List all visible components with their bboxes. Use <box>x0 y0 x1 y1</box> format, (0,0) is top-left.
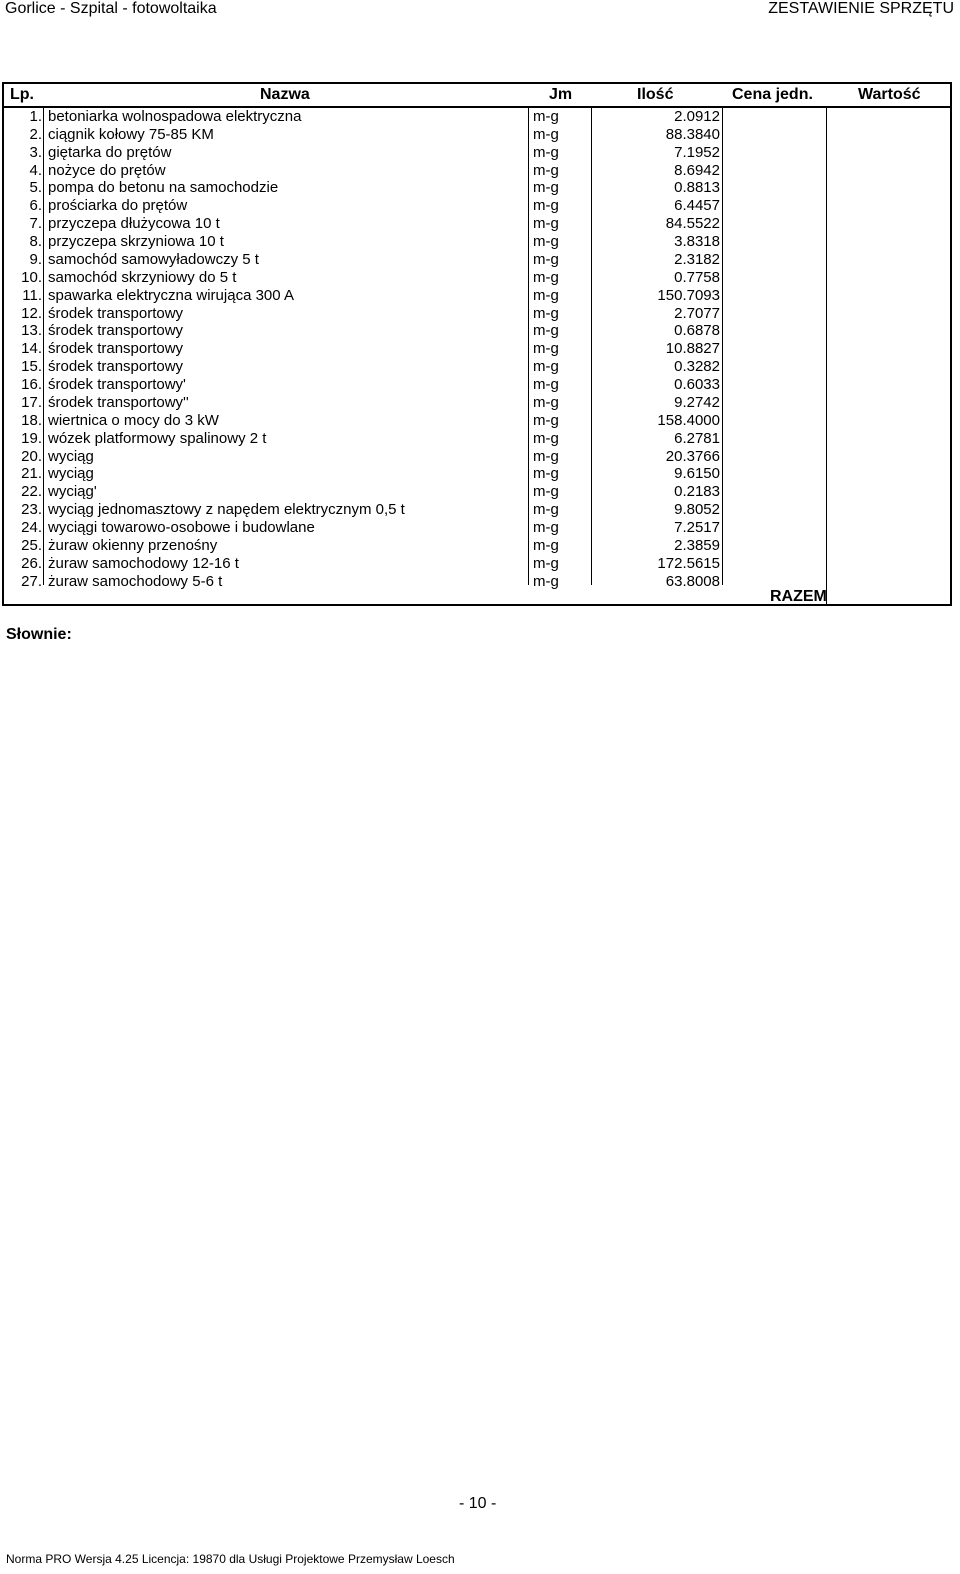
row-quantity: 2.0912 <box>674 108 720 125</box>
row-name: ciągnik kołowy 75-85 KM <box>48 125 214 143</box>
table-row <box>4 394 950 412</box>
row-quantity: 6.2781 <box>674 429 720 447</box>
table-row <box>4 233 950 251</box>
row-unit: m-g <box>533 572 559 590</box>
row-number: 27. <box>21 572 42 590</box>
table-row <box>4 358 950 376</box>
row-number: 21. <box>21 465 42 483</box>
row-unit: m-g <box>533 554 559 572</box>
row-name: wyciąg <box>48 465 94 483</box>
software-footer: Norma PRO Wersja 4.25 Licencja: 19870 dla Usługi Projektowe Przemysław Loesch <box>6 1552 455 1566</box>
table-row <box>4 537 950 555</box>
row-name: środek transportowy <box>48 322 184 340</box>
table-row <box>4 448 950 466</box>
row-quantity: 2.7077 <box>674 304 720 322</box>
row-name: wyciąg' <box>48 483 97 501</box>
row-quantity: 0.6878 <box>674 322 720 340</box>
table-row <box>4 376 950 394</box>
row-name: wózek platformowy spalinowy 2 t <box>48 429 267 447</box>
column-header-wartosc: Wartość <box>858 86 921 103</box>
table-row <box>4 322 950 340</box>
row-quantity: 88.3840 <box>665 125 720 143</box>
row-quantity: 8.6942 <box>674 161 720 179</box>
document-section-title: ZESTAWIENIE SPRZĘTU <box>768 0 954 17</box>
table-row <box>4 501 950 519</box>
equipment-table <box>2 82 952 606</box>
row-name: wyciąg <box>48 447 94 465</box>
document-title: Gorlice - Szpital - fotowoltaika <box>5 0 217 17</box>
row-number: 9. <box>29 250 42 268</box>
table-row <box>4 269 950 287</box>
row-number: 19. <box>21 429 42 447</box>
row-number: 16. <box>21 376 42 394</box>
table-row <box>4 519 950 537</box>
row-name: środek transportowy'' <box>48 393 189 411</box>
table-row <box>4 465 950 483</box>
row-unit: m-g <box>533 143 559 161</box>
table-row <box>4 162 950 180</box>
table-row <box>4 430 950 448</box>
row-unit: m-g <box>533 501 559 519</box>
row-unit: m-g <box>533 519 559 536</box>
row-unit: m-g <box>533 304 559 322</box>
row-name: żuraw samochodowy 12-16 t <box>48 554 239 572</box>
row-name: przyczepa skrzyniowa 10 t <box>48 233 224 251</box>
row-number: 1. <box>29 108 42 125</box>
row-quantity: 2.3859 <box>674 536 720 554</box>
row-number: 4. <box>29 161 42 179</box>
row-unit: m-g <box>533 215 559 233</box>
row-name: samochód samowyładowczy 5 t <box>48 250 259 268</box>
row-number: 22. <box>21 483 42 501</box>
row-unit: m-g <box>533 340 559 358</box>
row-name: wyciągi towarowo-osobowe i budowlane <box>48 519 315 536</box>
row-name: środek transportowy <box>48 358 184 376</box>
table-row <box>4 126 950 144</box>
row-number: 12. <box>21 304 42 322</box>
row-name: prościarka do prętów <box>48 197 188 215</box>
row-name: środek transportowy' <box>48 376 186 394</box>
table-header-row <box>4 84 950 108</box>
row-unit: m-g <box>533 358 559 376</box>
row-quantity: 0.3282 <box>674 358 720 376</box>
row-unit: m-g <box>533 161 559 179</box>
row-number: 17. <box>21 393 42 411</box>
row-name: środek transportowy <box>48 340 184 358</box>
row-quantity: 6.4457 <box>674 197 720 215</box>
row-quantity: 3.8318 <box>674 233 720 251</box>
row-number: 15. <box>21 358 42 376</box>
row-number: 5. <box>29 179 42 197</box>
row-name: wyciąg jednomasztowy z napędem elektrycznym 0,5 t <box>48 501 405 519</box>
row-number: 20. <box>21 447 42 465</box>
row-number: 25. <box>21 536 42 554</box>
table-row <box>4 197 950 215</box>
column-header-cena: Cena jedn. <box>732 86 813 103</box>
row-unit: m-g <box>533 393 559 411</box>
row-quantity: 0.8813 <box>674 179 720 197</box>
row-unit: m-g <box>533 250 559 268</box>
row-unit: m-g <box>533 125 559 143</box>
row-quantity: 10.8827 <box>665 340 720 358</box>
table-row <box>4 412 950 430</box>
row-quantity: 7.2517 <box>674 519 720 536</box>
row-number: 23. <box>21 501 42 519</box>
row-unit: m-g <box>533 465 559 483</box>
row-unit: m-g <box>533 233 559 251</box>
row-quantity: 20.3766 <box>665 447 720 465</box>
table-row <box>4 144 950 162</box>
column-header-nazwa: Nazwa <box>260 86 310 103</box>
row-unit: m-g <box>533 197 559 215</box>
row-unit: m-g <box>533 483 559 501</box>
row-name: wiertnica o mocy do 3 kW <box>48 411 219 429</box>
table-row <box>4 251 950 269</box>
row-name: żuraw samochodowy 5-6 t <box>48 572 223 590</box>
row-name: przyczepa dłużycowa 10 t <box>48 215 220 233</box>
row-unit: m-g <box>533 536 559 554</box>
row-quantity: 9.6150 <box>674 465 720 483</box>
row-name: pompa do betonu na samochodzie <box>48 179 279 197</box>
row-unit: m-g <box>533 108 559 125</box>
row-quantity: 2.3182 <box>674 250 720 268</box>
row-name: giętarka do prętów <box>48 143 172 161</box>
table-row <box>4 340 950 358</box>
row-unit: m-g <box>533 322 559 340</box>
column-header-ilosc: Ilość <box>637 86 674 103</box>
row-unit: m-g <box>533 179 559 197</box>
row-name: nożyce do prętów <box>48 161 166 179</box>
row-name: spawarka elektryczna wirująca 300 A <box>48 286 294 304</box>
row-name: żuraw okienny przenośny <box>48 536 218 554</box>
row-quantity: 9.2742 <box>674 393 720 411</box>
table-row <box>4 555 950 573</box>
row-quantity: 172.5615 <box>657 554 720 572</box>
row-name: betoniarka wolnospadowa elektryczna <box>48 108 302 125</box>
row-unit: m-g <box>533 286 559 304</box>
row-quantity: 84.5522 <box>665 215 720 233</box>
row-unit: m-g <box>533 447 559 465</box>
page-number: - 10 - <box>459 1495 497 1512</box>
row-quantity: 63.8008 <box>665 572 720 590</box>
table-row <box>4 287 950 305</box>
row-number: 18. <box>21 411 42 429</box>
row-quantity: 7.1952 <box>674 143 720 161</box>
row-quantity: 0.6033 <box>674 376 720 394</box>
row-number: 3. <box>29 143 42 161</box>
row-number: 14. <box>21 340 42 358</box>
row-name: samochód skrzyniowy do 5 t <box>48 268 237 286</box>
row-number: 7. <box>29 215 42 233</box>
row-unit: m-g <box>533 411 559 429</box>
row-unit: m-g <box>533 376 559 394</box>
row-number: 10. <box>21 268 42 286</box>
row-number: 2. <box>29 125 42 143</box>
row-number: 13. <box>21 322 42 340</box>
row-quantity: 0.7758 <box>674 268 720 286</box>
column-header-jm: Jm <box>549 86 573 103</box>
in-words-label: Słownie: <box>6 626 72 643</box>
row-unit: m-g <box>533 268 559 286</box>
row-name: środek transportowy <box>48 304 184 322</box>
row-quantity: 150.7093 <box>657 286 720 304</box>
row-quantity: 0.2183 <box>674 483 720 501</box>
table-row <box>4 179 950 197</box>
total-label: RAZEM <box>770 588 827 605</box>
row-quantity: 9.8052 <box>674 501 720 519</box>
row-number: 8. <box>29 233 42 251</box>
column-header-lp: Lp. <box>10 86 34 103</box>
row-number: 11. <box>22 286 42 304</box>
row-quantity: 158.4000 <box>657 411 720 429</box>
table-row <box>4 483 950 501</box>
table-row <box>4 215 950 233</box>
table-row <box>4 305 950 323</box>
row-number: 6. <box>29 197 42 215</box>
row-number: 24. <box>21 519 42 536</box>
row-number: 26. <box>21 554 42 572</box>
row-unit: m-g <box>533 429 559 447</box>
table-row <box>4 108 950 126</box>
